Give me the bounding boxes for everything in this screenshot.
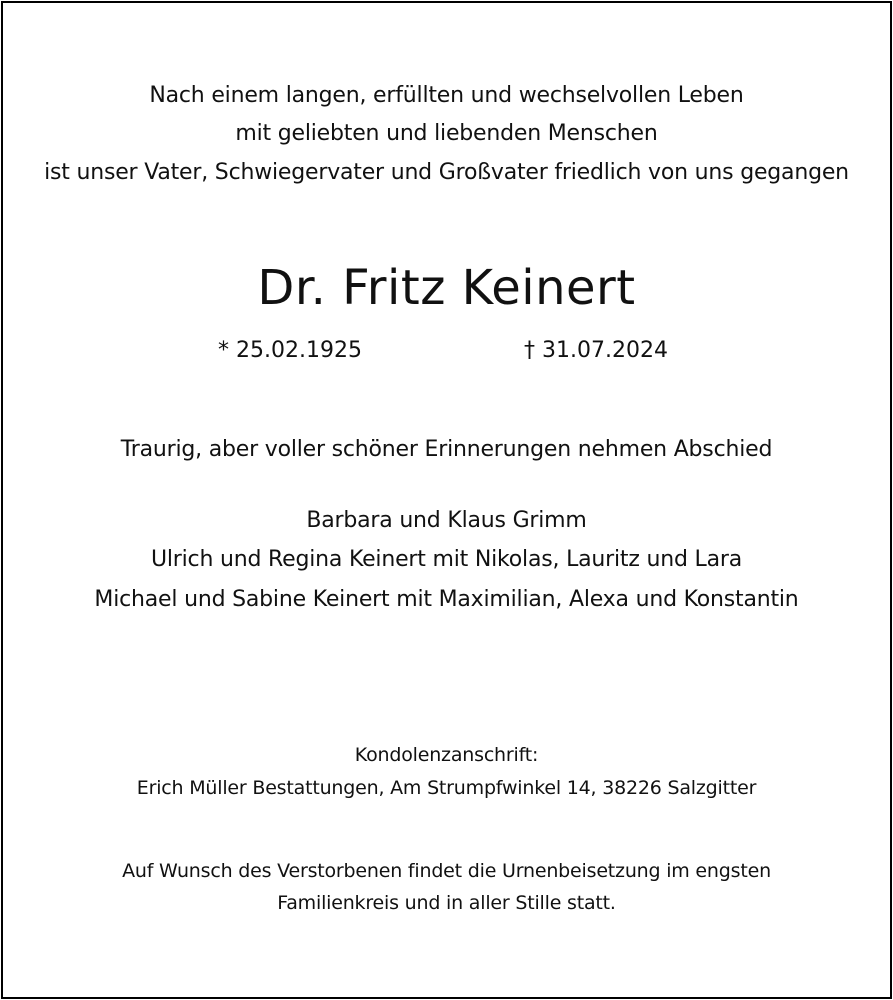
family-line-1: Barbara und Klaus Grimm: [306, 508, 587, 533]
birth-date: * 25.02.1925: [218, 338, 362, 363]
note-line-1: Auf Wunsch des Verstorbenen findet die Urnenbeisetzung im engsten: [122, 860, 771, 882]
farewell-line: Traurig, aber voller schöner Erinnerungen nehmen Abschied: [120, 437, 773, 462]
intro-line-2: mit geliebten und liebenden Menschen: [235, 121, 658, 146]
family-line-3: Michael und Sabine Keinert mit Maximilian, Alexa und Konstantin: [94, 587, 799, 612]
death-date: † 31.07.2024: [524, 338, 668, 363]
intro-line-3: ist unser Vater, Schwiegervater und Großvater friedlich von uns gegangen: [44, 160, 849, 185]
condolence-label: Kondolenzanschrift:: [354, 744, 539, 766]
intro-line-1: Nach einem langen, erfüllten und wechselvollen Leben: [149, 83, 744, 108]
notice-border: [1, 1, 892, 999]
condolence-address: Erich Müller Bestattungen, Am Strumpfwinkel 14, 38226 Salzgitter: [136, 777, 757, 799]
family-line-2: Ulrich und Regina Keinert mit Nikolas, Lauritz und Lara: [150, 547, 742, 572]
note-line-2: Familienkreis und in aller Stille statt.: [277, 892, 616, 914]
deceased-name: Dr. Fritz Keinert: [257, 260, 636, 316]
